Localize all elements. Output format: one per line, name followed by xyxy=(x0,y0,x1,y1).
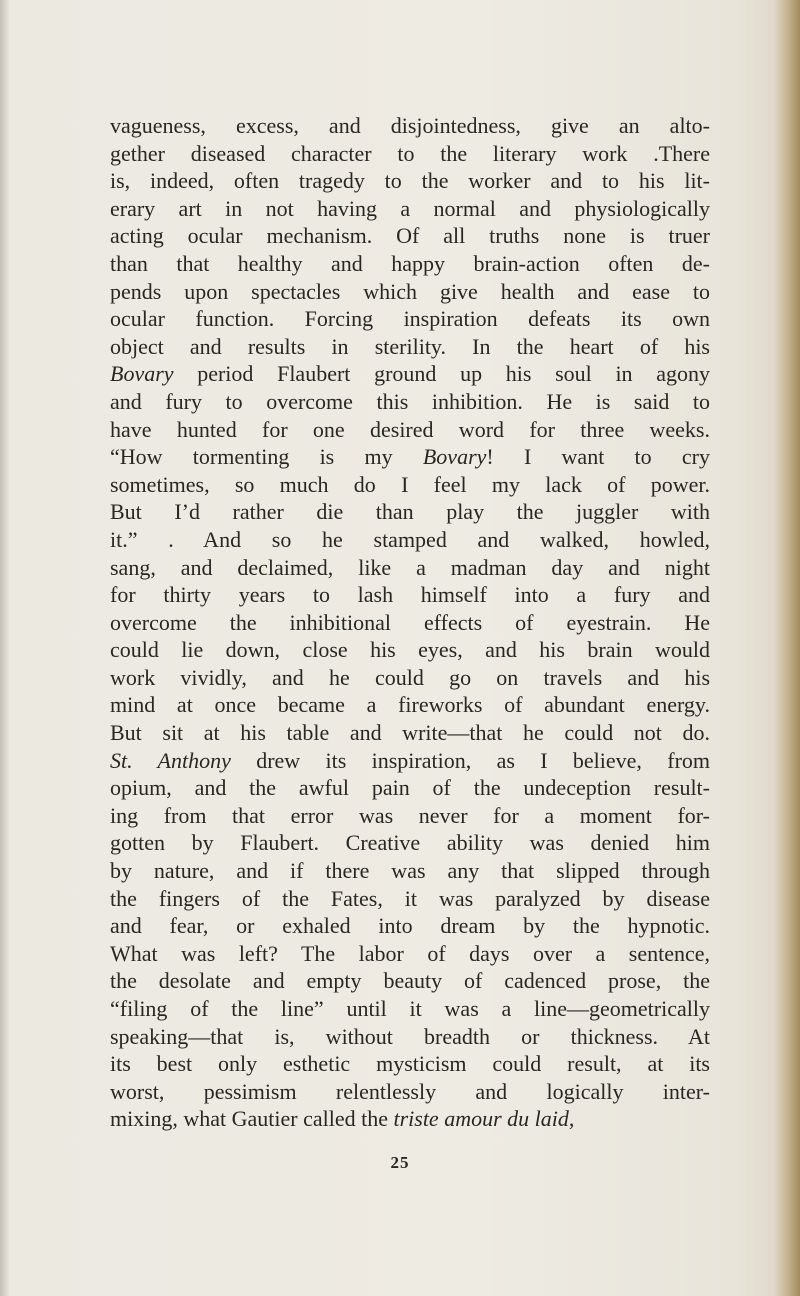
text-line: and fear, or exhaled into dream by the hypnotic. xyxy=(110,913,710,939)
page-number: 25 xyxy=(390,1153,410,1172)
text-line: the fingers of the Fates, it was paralyzed by disease xyxy=(110,885,710,911)
text-line: its best only esthetic mysticism could result, at its xyxy=(110,1051,710,1077)
text-line: for thirty years to lash himself into a fury and xyxy=(110,582,710,608)
text-line: it.” . And so he stamped and walked, howled, xyxy=(110,526,710,552)
text-line: “filing of the line” until it was a line—geometrically xyxy=(110,996,710,1021)
text-line: could lie down, close his eyes, and his brain would xyxy=(110,637,710,663)
text-line: by nature, and if there was any that slipped through xyxy=(110,858,710,884)
text-line: have hunted for one desired word for three weeks. xyxy=(110,416,710,442)
text-line: gotten by Flaubert. Creative ability was denied him xyxy=(110,830,710,856)
page-edge-shadow xyxy=(774,0,800,1296)
text-line: than that healthy and happy brain-action often de- xyxy=(110,250,710,276)
text-line: overcome the inhibitional effects of eyestrain. He xyxy=(110,609,710,635)
text-line: the desolate and empty beauty of cadenced prose, the xyxy=(110,968,710,994)
text-line: mixing, what Gautier called the triste amour du laid, xyxy=(110,1106,575,1132)
text-line: erary art in not having a normal and physiologically xyxy=(110,195,710,221)
text-line: pends upon spectacles which give health and ease to xyxy=(110,278,710,304)
text-line: object and results in sterility. In the heart of his xyxy=(110,333,710,359)
text-line: vagueness, excess, and disjointedness, give an alto- xyxy=(110,113,710,138)
text-line: mind at once became a fireworks of abundant energy. xyxy=(110,692,710,718)
text-line: is, indeed, often tragedy to the worker and to his lit- xyxy=(110,168,710,194)
text-line: acting ocular mechanism. Of all truths none is truer xyxy=(110,223,710,249)
text-line: sometimes, so much do I feel my lack of power. xyxy=(110,471,710,497)
text-line: St. Anthony drew its inspiration, as I believe, from xyxy=(110,747,711,773)
text-line: But I’d rather die than play the juggler with xyxy=(110,499,710,525)
text-line: speaking—that is, without breadth or thickness. At xyxy=(110,1023,710,1049)
text-line: and fury to overcome this inhibition. He is said to xyxy=(110,388,710,414)
text-line: opium, and the awful pain of the undeception result- xyxy=(110,775,710,801)
text-line: Bovary period Flaubert ground up his soul in agony xyxy=(110,361,710,387)
gutter-shadow xyxy=(0,0,10,1296)
text-line: worst, pessimism relentlessly and logically inter- xyxy=(110,1078,710,1104)
body-text xyxy=(110,112,710,1133)
text-line: ing from that error was never for a moment for- xyxy=(110,802,710,828)
text-line: “How tormenting is my Bovary! I want to cry xyxy=(110,444,710,470)
text-line: sang, and declaimed, like a madman day and night xyxy=(110,554,710,580)
text-line: gether diseased character to the literary work .There xyxy=(110,140,710,166)
text-line: ocular function. Forcing inspiration defeats its own xyxy=(110,306,710,332)
text-line: work vividly, and he could go on travels and his xyxy=(110,664,710,690)
text-line: What was left? The labor of days over a sentence, xyxy=(110,940,710,966)
text-line: But sit at his table and write—that he could not do. xyxy=(110,720,710,746)
